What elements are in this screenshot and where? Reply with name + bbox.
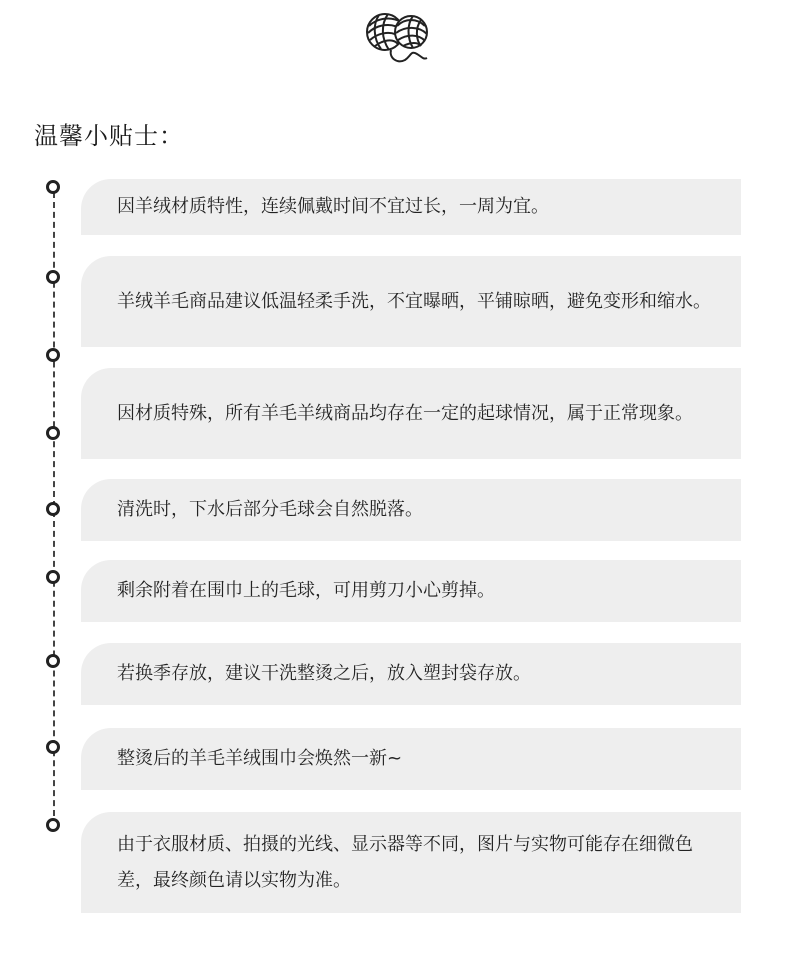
tip-card	[81, 368, 741, 459]
tip-card	[81, 643, 741, 705]
tip-card	[81, 560, 741, 622]
tip-text: 由于衣服材质、拍摄的光线、显示器等不同，图片与实物可能存在细微色差，最终颜色请以实物为准。	[117, 833, 693, 891]
tip-card	[81, 179, 741, 235]
timeline-dot	[46, 502, 60, 516]
timeline-dot	[46, 348, 60, 362]
tip-text: 若换季存放，建议干洗整烫之后，放入塑封袋存放。	[117, 663, 531, 684]
timeline-dot	[46, 654, 60, 668]
tip-text: 因材质特殊，所有羊毛羊绒商品均存在一定的起球情况，属于正常现象。	[117, 402, 693, 424]
yarn-balls-icon	[361, 8, 433, 68]
tip-text: 整烫后的羊毛羊绒围巾会焕然一新~	[117, 748, 403, 769]
tip-card	[81, 728, 741, 790]
timeline-dot	[46, 570, 60, 584]
tip-text: 剩余附着在围巾上的毛球，可用剪刀小心剪掉。	[117, 580, 495, 601]
tip-card	[81, 479, 741, 541]
timeline-dot	[46, 180, 60, 194]
timeline-dot	[46, 740, 60, 754]
timeline-dot	[46, 270, 60, 284]
timeline-dot	[46, 818, 60, 832]
page-title: 温馨小贴士：	[34, 122, 184, 150]
timeline-dot	[46, 426, 60, 440]
tip-text: 羊绒羊毛商品建议低温轻柔手洗，不宜曝晒，平铺晾晒，避免变形和缩水。	[117, 290, 711, 312]
tip-text: 清洗时，下水后部分毛球会自然脱落。	[117, 499, 423, 520]
tip-text: 因羊绒材质特性，连续佩戴时间不宜过长，一周为宜。	[117, 196, 549, 217]
tip-card	[81, 256, 741, 347]
tip-card	[81, 812, 741, 913]
